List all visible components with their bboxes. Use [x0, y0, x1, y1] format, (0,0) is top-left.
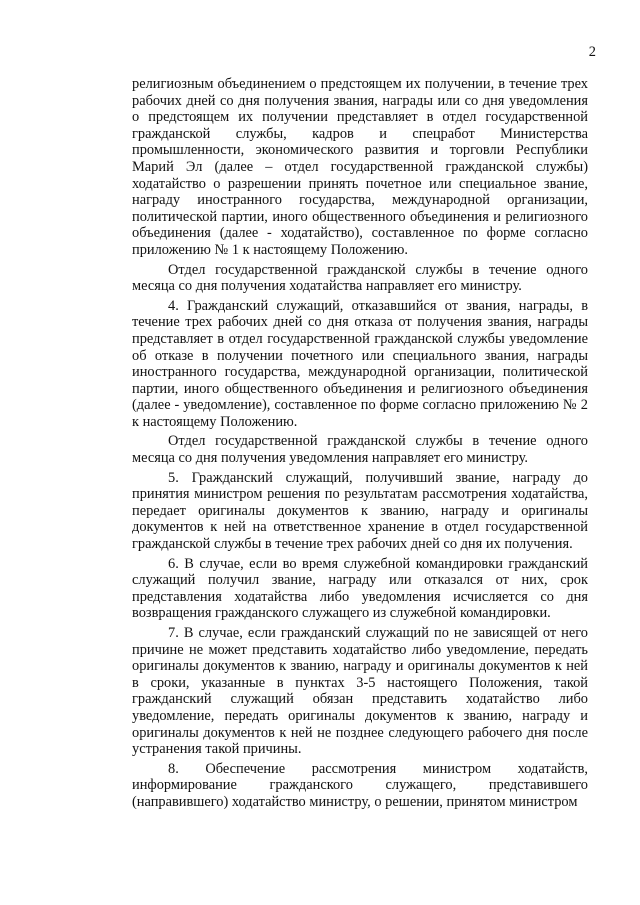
- paragraph-item-4: 4. Гражданский служащий, отказавшийся от звания, награды, в течение трех рабочих дней со дня отказа от получения звания, награды представляет в отдел государственной гражданской службы уведомление об отказе в получении почетного или специального звания, награды иностранного государства, международной организации, политической партии, иного общественного объединения и религиозного объединения (далее - уведомление), составленное по форме согласно приложению № 2 к настоящему Положению.: [132, 297, 588, 430]
- paragraph-notice-forwarding: Отдел государственной гражданской службы в течение одного месяца со дня получения уведомления направляет его министру.: [132, 433, 588, 467]
- paragraph-item-6: 6. В случае, если во время служебной командировки гражданский служащий получил звание, награду или отказался от них, срок представления ходатайства либо уведомления исчисляется со дня возвращения гражданского служащего из служебной командировки.: [132, 555, 588, 622]
- paragraph-item-5: 5. Гражданский служащий, получивший звание, награду до принятия министром решения по результатам рассмотрения ходатайства, передает оригиналы документов к званию, награду и оригиналы документов к ней на ответственное хранение в отдел государственной гражданской службы в течение трех рабочих дней со дня их получения.: [132, 469, 588, 553]
- page-number: 2: [588, 44, 596, 60]
- document-body: [132, 76, 588, 814]
- paragraph-item-8: 8. Обеспечение рассмотрения министром ходатайств, информирование гражданского служащего, представившего (направившего) ходатайство министру, о решении, принятом министром: [132, 760, 588, 810]
- paragraph-continuation: религиозным объединением о предстоящем их получении, в течение трех рабочих дней со дня получения звания, награды или со дня уведомления о предстоящем их получении представляет в отдел государственной гражданской службы, кадров и спецработ Министерства промышленности, экономического развития и торговли Республики Марий Эл (далее – отдел государственной гражданской службы) ходатайство о разрешении принять почетное или специальное звание, награду иностранного государства, международной организации, политической партии, иного общественного объединения и религиозного объединения (далее - ходатайство), составленное по форме согласно приложению № 1 к настоящему Положению.: [132, 76, 588, 258]
- paragraph-petition-forwarding: Отдел государственной гражданской службы в течение одного месяца со дня получения ходатайства направляет его министру.: [132, 261, 588, 295]
- paragraph-item-7: 7. В случае, если гражданский служащий по не зависящей от него причине не может представить ходатайство либо уведомление, передать оригиналы документов к званию, награду и оригиналы документов к ней в сроки, указанные в пунктах 3-5 настоящего Положения, такой гражданский служащий обязан представить ходатайство либо уведомление, передать оригиналы документов к званию, награду и оригиналы документов к ней не позднее следующего рабочего дня после устранения такой причины.: [132, 625, 588, 758]
